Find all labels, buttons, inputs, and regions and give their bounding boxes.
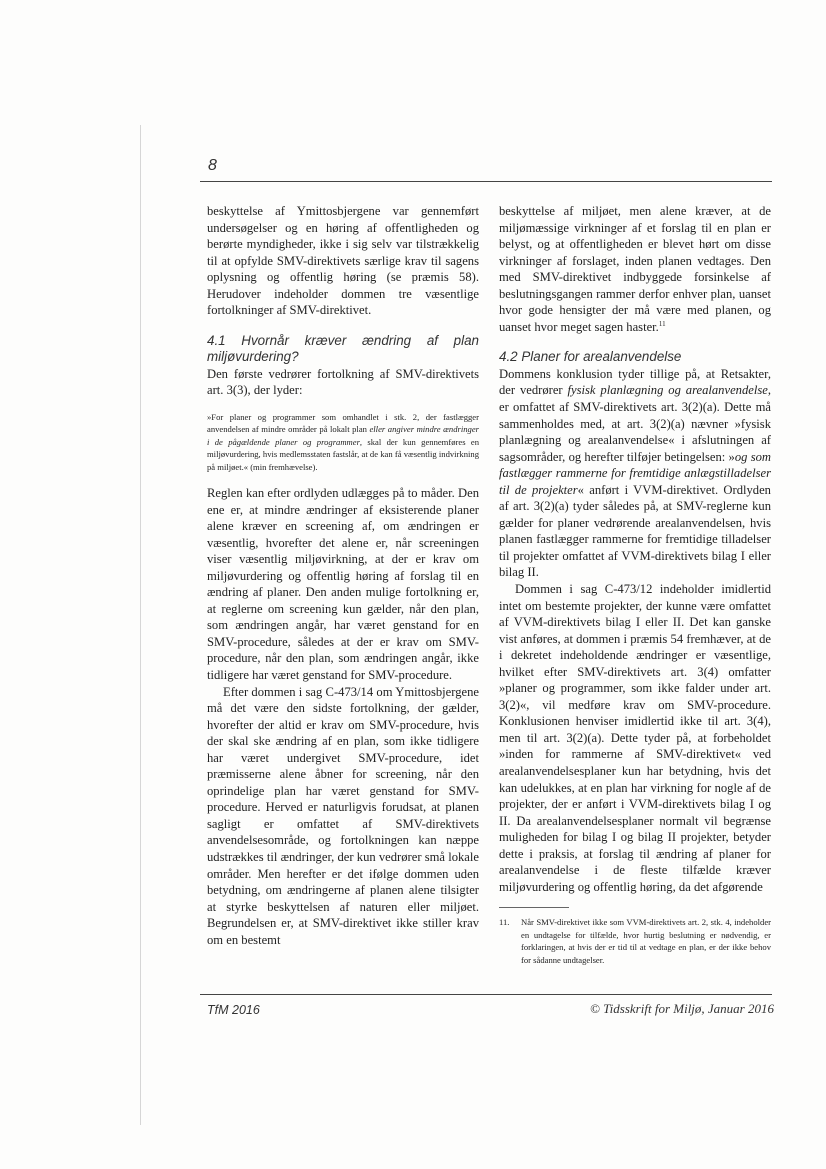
right-paragraph-2-emphasis-2: og som fastlægger rammerne for fremtidige anlægstilladelser til de projekter	[499, 449, 771, 497]
right-column	[499, 203, 771, 966]
scan-margin-line	[140, 125, 141, 1125]
footer-journal-year: TfM 2016	[207, 1003, 260, 1017]
right-paragraph-2-a: Dommens konklusion tyder tillige på, at Retsakter, der vedrører	[499, 366, 771, 398]
quote-text-end: , skal der kun gennemføres en miljøvurdering, hvis medlemsstaten fastslår, at de kan få væsentlig indvirkning på miljøet.« (min fremhævelse).	[207, 436, 479, 472]
right-paragraph-2-emphasis: fysisk planlægning og arealanvendelse	[567, 383, 768, 398]
right-paragraph-2-c: « anført i VVM-direktivet. Ordlyden af art. 3(2)(a) tyder således på, at SMV-reglerne kun gælder for planer vedrørende arealanvendelsen, hvis planen fastlægger rammerne for fremtidige tilladelser til projekter omfattet af VVM-direktivets bilag I eller bilag II.	[499, 482, 771, 580]
right-paragraph-1-text: beskyttelse af miljøet, men alene kræver, at de miljømæssige virkninger af et forslag til en plan er belyst, og at offentligheden er blevet hørt om disse virkninger af forslaget, inden planen vedtages. Den med SMV-direktivet indbyggede forsinkelse af beslutningsgangen rammer derfor enhver plan, uanset hvor gode hensigter der må være med planen, og uanset hvor meget sagen haster.	[499, 204, 771, 334]
footnote-reference: 11	[658, 319, 666, 328]
left-column	[207, 203, 479, 948]
section-heading-4-1: 4.1 Hvornår kræver ændring af plan miljøvurdering?	[207, 332, 479, 365]
right-paragraph-1	[499, 203, 771, 335]
footnote	[499, 916, 771, 966]
right-paragraph-3: Dommen i sag C-473/12 indeholder imidlertid intet om bestemte projekter, der kunne være omfattet af VVM-direktivets bilag I eller II. Det kan ganske vist anføres, at dommen i præmis 54 fremhæver, at de i dekretet indeholdende ændringer er væsentlige, hvilket efter SMV-direktivets art. 3(4) omfatter »planer og programmer, som ikke falder under art. 3(2)«, vil medføre krav om SMV-procedure. Konklusionen henviser imidlertid ikke til art. 3(4), men til art. 3(2)(a). Dette tyder på, at forbeholdet »inden for rammerne af SMV-direktivet« ved arealanvendelsesplaner kun har betydning, hvis det kan udelukkes, at en plan har virkning for nogle af de projekter, der er anført i VVM-direktivets bilag I og II. Da arealanvendelsesplaner normalt vil begrænse muligheden for bilag I og bilag II projekter, betyder dette i praksis, at forslag til ændring af planer for arealanvendelse i de fleste tilfælde kræver miljøvurdering og offentlig høring, da det afgørende	[499, 581, 771, 894]
left-paragraph-3: Reglen kan efter ordlyden udlægges på to måder. Den ene er, at mindre ændringer af eksisterende planer alene kræver en screening af, om ændringen er væsentlig, hvorefter det alene er, når screeningen viser væsentlig miljøvirkning, at der er krav om miljøvurdering og offentlig høring af forslag til en ændring af planer. Den anden mulige fortolkning er, at reglerne om screening kun gælder, når den plan, som ændringen angår, har været genstand for en SMV-procedure, således at der er krav om SMV-procedure, når den plan, som ændringen angår, ikke tidligere har været genstand for SMV-procedure.	[207, 485, 479, 682]
footer-copyright: © Tidsskrift for Miljø, Januar 2016	[590, 1001, 774, 1016]
footer-rule	[200, 994, 772, 995]
footnote-divider	[499, 907, 569, 908]
right-paragraph-2-b: , er omfattet af SMV-direktivets art. 3(2)(a). Dette må sammenholdes med, at art. 3(2)(a) nævner »fysisk planlægning og arealanvendelse« i afslutningen af sagsområder, og herefter tilføjer betingelsen: »	[499, 383, 771, 464]
section-heading-4-2: 4.2 Planer for arealanvendelse	[499, 349, 682, 365]
page-number: 8	[208, 157, 217, 174]
quote-emphasis: eller angiver mindre ændringer i de pågældende planer og programmer	[207, 424, 479, 447]
right-paragraph-2	[499, 366, 771, 581]
block-quote	[207, 411, 479, 473]
left-paragraph-4: Efter dommen i sag C-473/14 om Ymittosbjergene må det være den sidste fortolkning, der gælder, hvorefter der altid er krav om SMV-procedure, hvis der skal ske ændring af en plan, som ikke tidligere har været undergivet SMV-procedure, idet præmisserne alene åbner for screening, når den oprindelige plan har været genstand for SMV-procedure. Herved er naturligvis forudsat, at planen sagligt er omfattet af SMV-direktivets anvendelsesområde, og fortolkningen kan næppe udstrækkes til ændringer, der kun vedrører små lokale områder. Men herefter er det ifølge dommen uden betydning, om ændringerne af planen alene tilsigter at styrke beskyttelsen af naturen eller miljøet. Begrundelsen er, at SMV-direktivet ikke stiller krav om en bestemt	[207, 684, 479, 947]
left-paragraph-1: beskyttelse af Ymittosbjergene var gennemført undersøgelser og en høring af offentligheden og berørte myndigheder, ikke i sig selv var tilstrækkelig til at opfylde SMV-direktivets særlige krav til sagens oplysning og offentlig høring (se præmis 58). Herudover indeholder dommen tre væsentlige fortolkninger af SMV-direktivet.	[207, 204, 479, 318]
footnote-text: Når SMV-direktivet ikke som VVM-direktivets art. 2, stk. 4, indeholder en undtagelse for tilfælde, hvor hurtig beslutning er nødvendig, er forklaringen, at hvis der er tid til at vedtage en plan, er der ikke behov for sådanne undtagelser.	[521, 917, 771, 965]
quote-text-start: »For planer og programmer som omhandlet i stk. 2, der fastlægger anvendelsen af mindre områder på lokalt plan	[207, 411, 479, 435]
header-rule	[200, 181, 772, 182]
left-paragraph-2: Den første vedrører fortolkning af SMV-direktivets art. 3(3), der lyder:	[207, 366, 479, 398]
footnote-number: 11.	[499, 917, 510, 928]
